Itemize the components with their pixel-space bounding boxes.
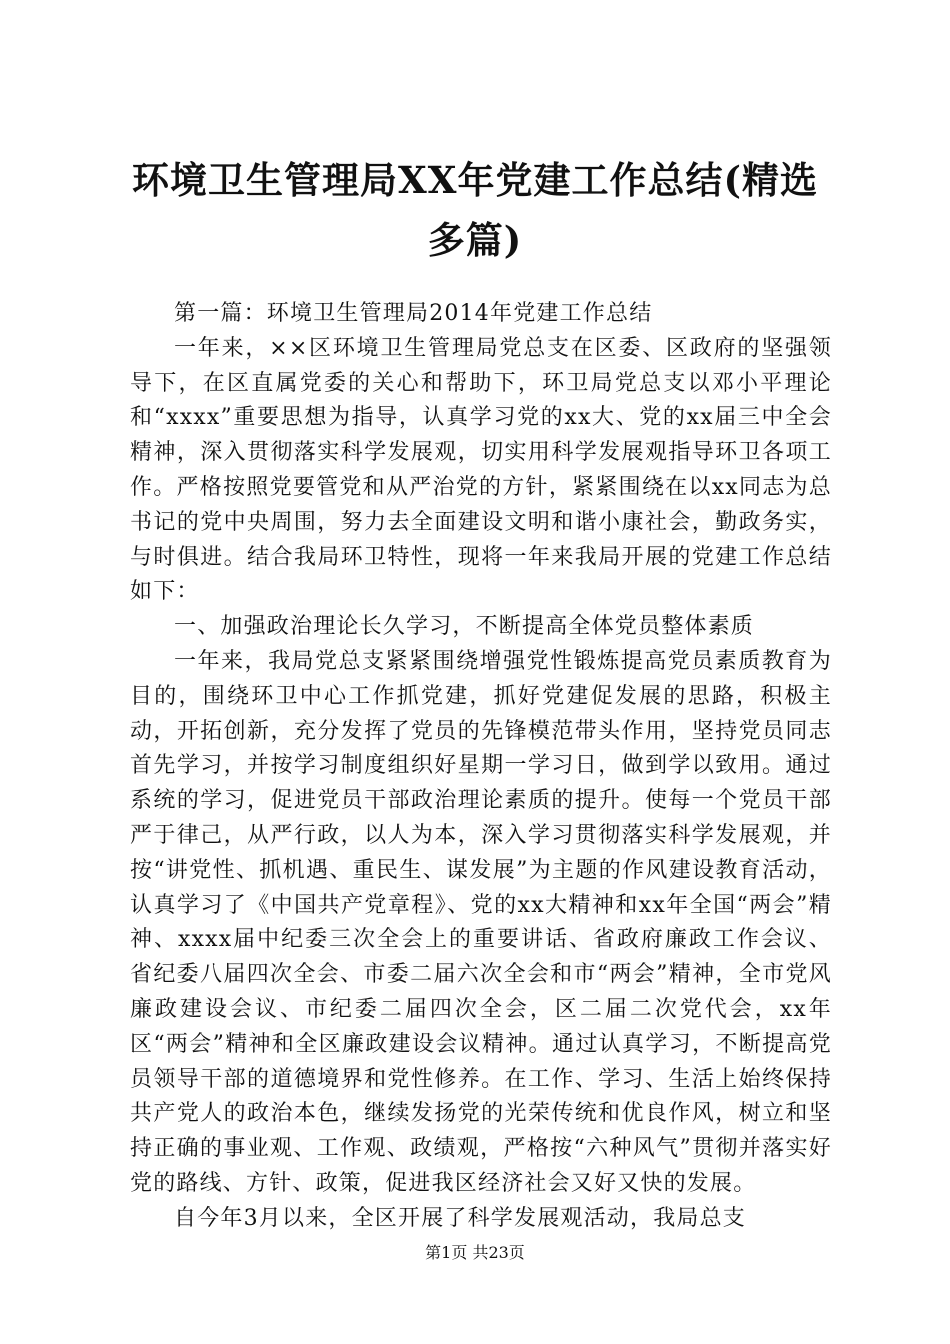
page-footer: 第1页 共23页	[425, 1243, 525, 1262]
body-paragraph: 一年来，我局党总支紧紧围绕增强党性锻炼提高党员素质教育为目的，围绕环卫中心工作抓党建，抓好党建促发展的思路，积极主动，开拓创新，充分发挥了党员的先锋模范带头作用，坚持党员同志首先学习，并按学习制度组织好星期一学习日，做到学以致用。通过系统的学习，促进党员干部政治理论素质的提升。使每一个党员干部严于律己，从严行政，以人为本，深入学习贯彻落实科学发展观，并按“讲党性、抓机遇、重民生、谋发展”为主题的作风建设教育活动，认真学习了《中国共产党章程》、党的xx大精神和xx年全国“两会”精神、xxxx届中纪委三次全会上的重要讲话、省政府廉政工作会议、省纪委八届四次全会、市委二届六次全会和市“两会”精神，全市党风廉政建设会议、市纪委二届四次全会，区二届二次党代会，xx年区“两会”精神和全区廉政建设会议精神。通过认真学习，不断提高党员领导干部的道德境界和党性修养。在工作、学习、生活上始终保持共产党人的政治本色，继续发扬党的光荣传统和优良作风，树立和坚持正确的事业观、工作观、政绩观，严格按“六种风气”贯彻并落实好党的路线、方针、政策，促进我区经济社会又好又快的发展。	[130, 648, 832, 1196]
body-paragraph: 一年来，××区环境卫生管理局党总支在区委、区政府的坚强领导下，在区直属党委的关心和帮助下，环卫局党总支以邓小平理论和“xxxx”重要思想为指导，认真学习党的xx大、党的xx届三中全会精神，深入贯彻落实科学发展观，切实用科学发展观指导环卫各项工作。严格按照党要管党和从严治党的方针，紧紧围绕在以xx同志为总书记的党中央周围，努力去全面建设文明和谐小康社会，勤政务实，与时俱进。结合我局环卫特性，现将一年来我局开展的党建工作总结如下：	[130, 335, 832, 605]
subsection-heading: 一、加强政治理论长久学习，不断提高全体党员整体素质	[174, 614, 755, 640]
document-body	[130, 297, 832, 1237]
body-paragraph: 自今年3月以来，全区开展了科学发展观活动，我局总支	[174, 1205, 746, 1231]
section-heading: 第一篇：环境卫生管理局2014年党建工作总结	[174, 301, 653, 326]
document-title: 环境卫生管理局XX年党建工作总结(精选多篇)	[132, 158, 818, 262]
